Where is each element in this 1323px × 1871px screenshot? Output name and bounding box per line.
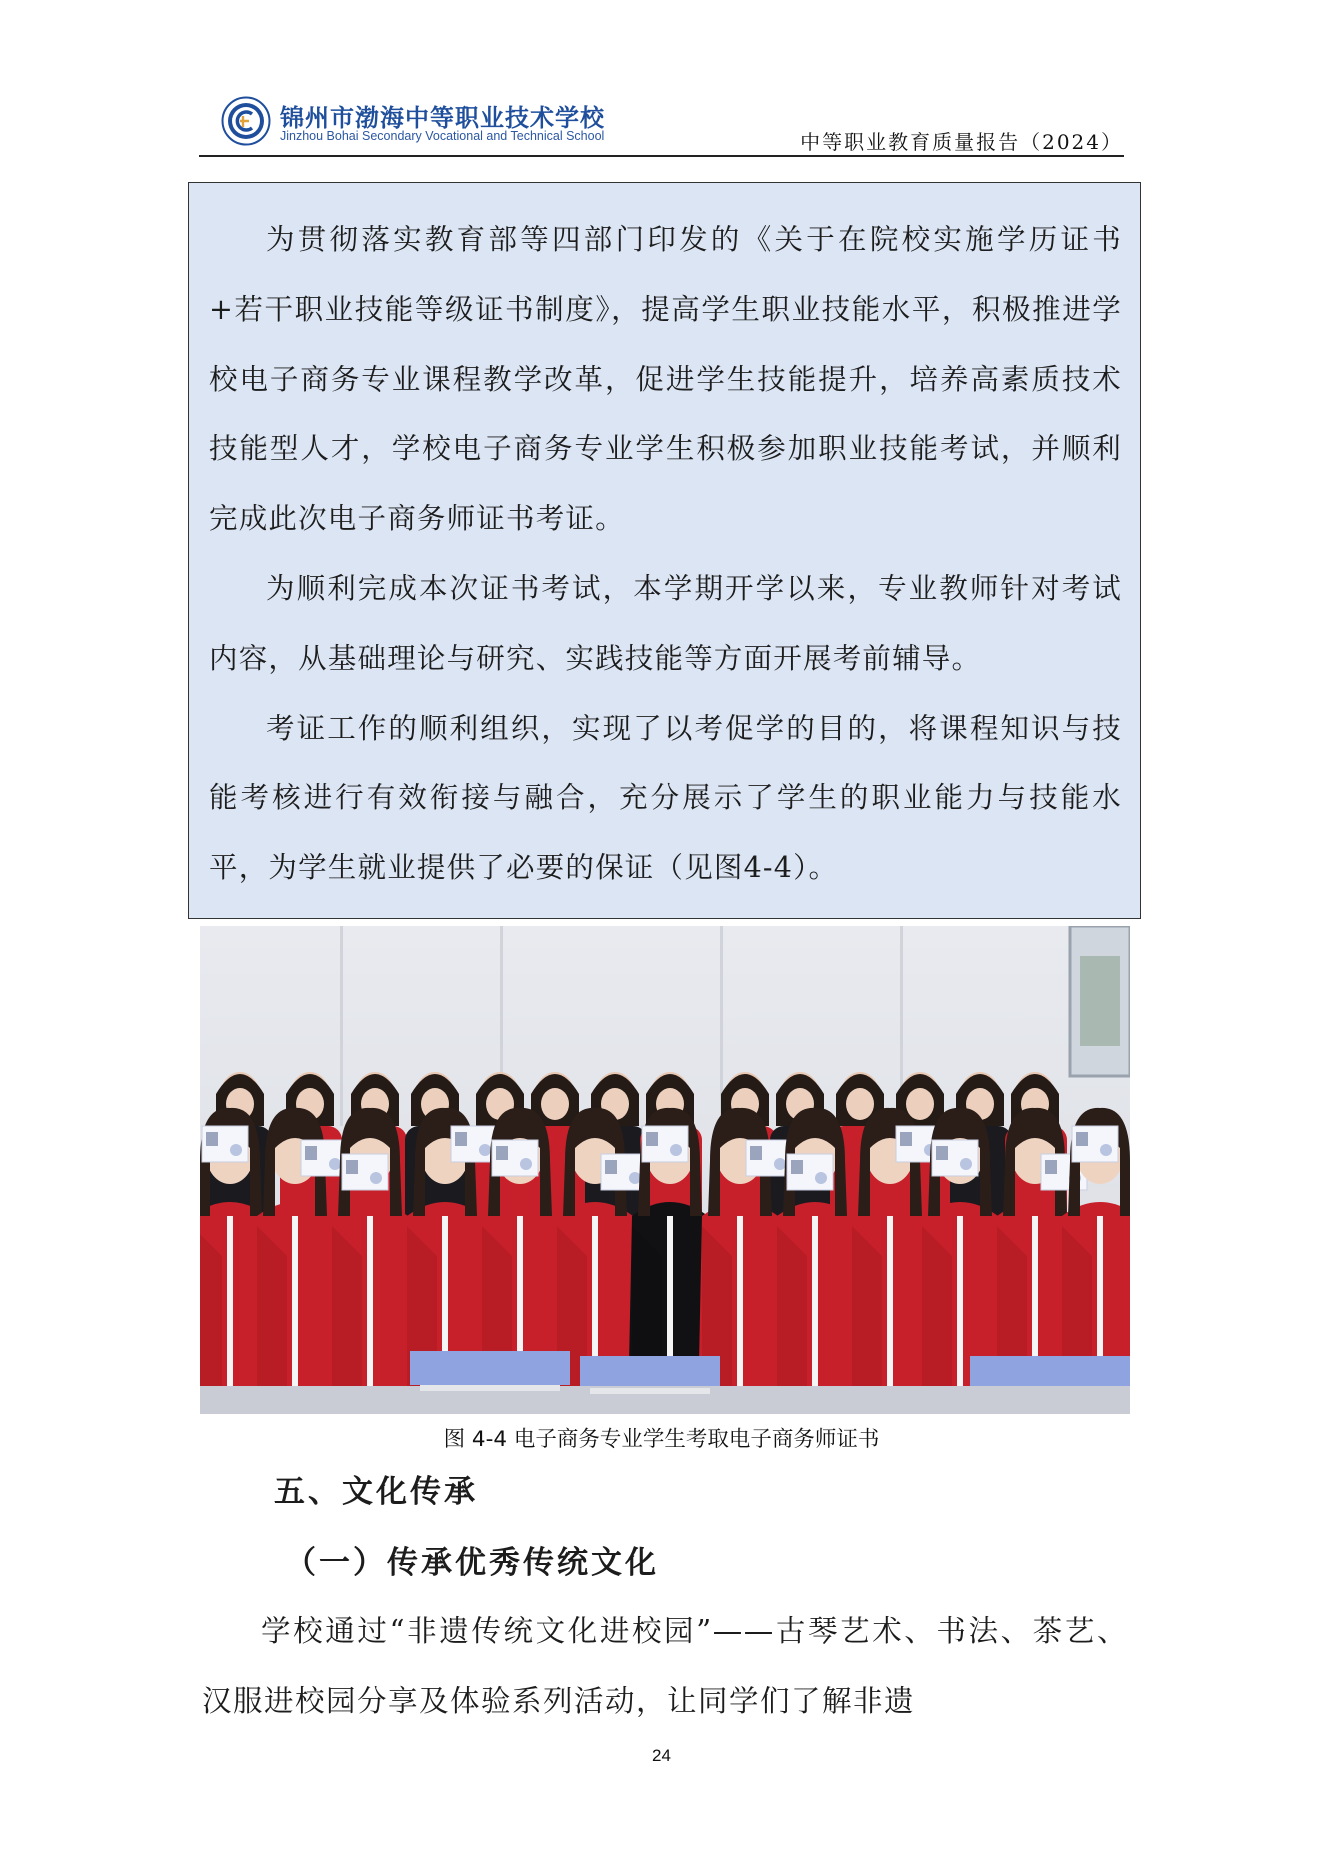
section-heading: 五、文化传承: [274, 1474, 478, 1510]
page-number: 24: [652, 1746, 671, 1765]
school-name-cn: 锦州市渤海中等职业技术学校: [280, 104, 605, 132]
header-divider: [199, 155, 1124, 157]
box-paragraph-2: 为顺利完成本次证书考试，本学期开学以来，专业教师针对考试内容，从基础理论与研究、实践技能等方面开展考前辅导。: [209, 571, 1122, 675]
figure-photo: [200, 926, 1130, 1414]
figure-caption: 图 4-4 电子商务专业学生考取电子商务师证书: [443, 1427, 880, 1452]
school-logo-icon: [221, 96, 271, 146]
report-title: 中等职业教育质量报告（2024）: [800, 130, 1123, 154]
section-subheading: （一）传承优秀传统文化: [285, 1545, 659, 1581]
box-paragraph-1: 为贯彻落实教育部等四部门印发的《关于在院校实施学历证书+若干职业技能等级证书制度》，提高学生职业技能水平，积极推进学校电子商务专业课程教学改革，促进学生技能提升，培养高素质技术技能型人才，学校电子商务专业学生积极参加职业技能考试，并顺利完成此次电子商务师证书考证。: [209, 223, 1122, 536]
school-name-en: Jinzhou Bohai Secondary Vocational and Technical School: [280, 129, 605, 143]
section-paragraph: 学校通过“非遗传统文化进校园”——古琴艺术、书法、茶艺、汉服进校园分享及体验系列活动，让同学们了解非遗: [202, 1614, 1128, 1718]
box-paragraph-3: 考证工作的顺利组织，实现了以考促学的目的，将课程知识与技能考核进行有效衔接与融合，充分展示了学生的职业能力与技能水平，为学生就业提供了必要的保证（见图4-4）。: [209, 711, 1122, 885]
highlight-box: [188, 182, 1141, 919]
